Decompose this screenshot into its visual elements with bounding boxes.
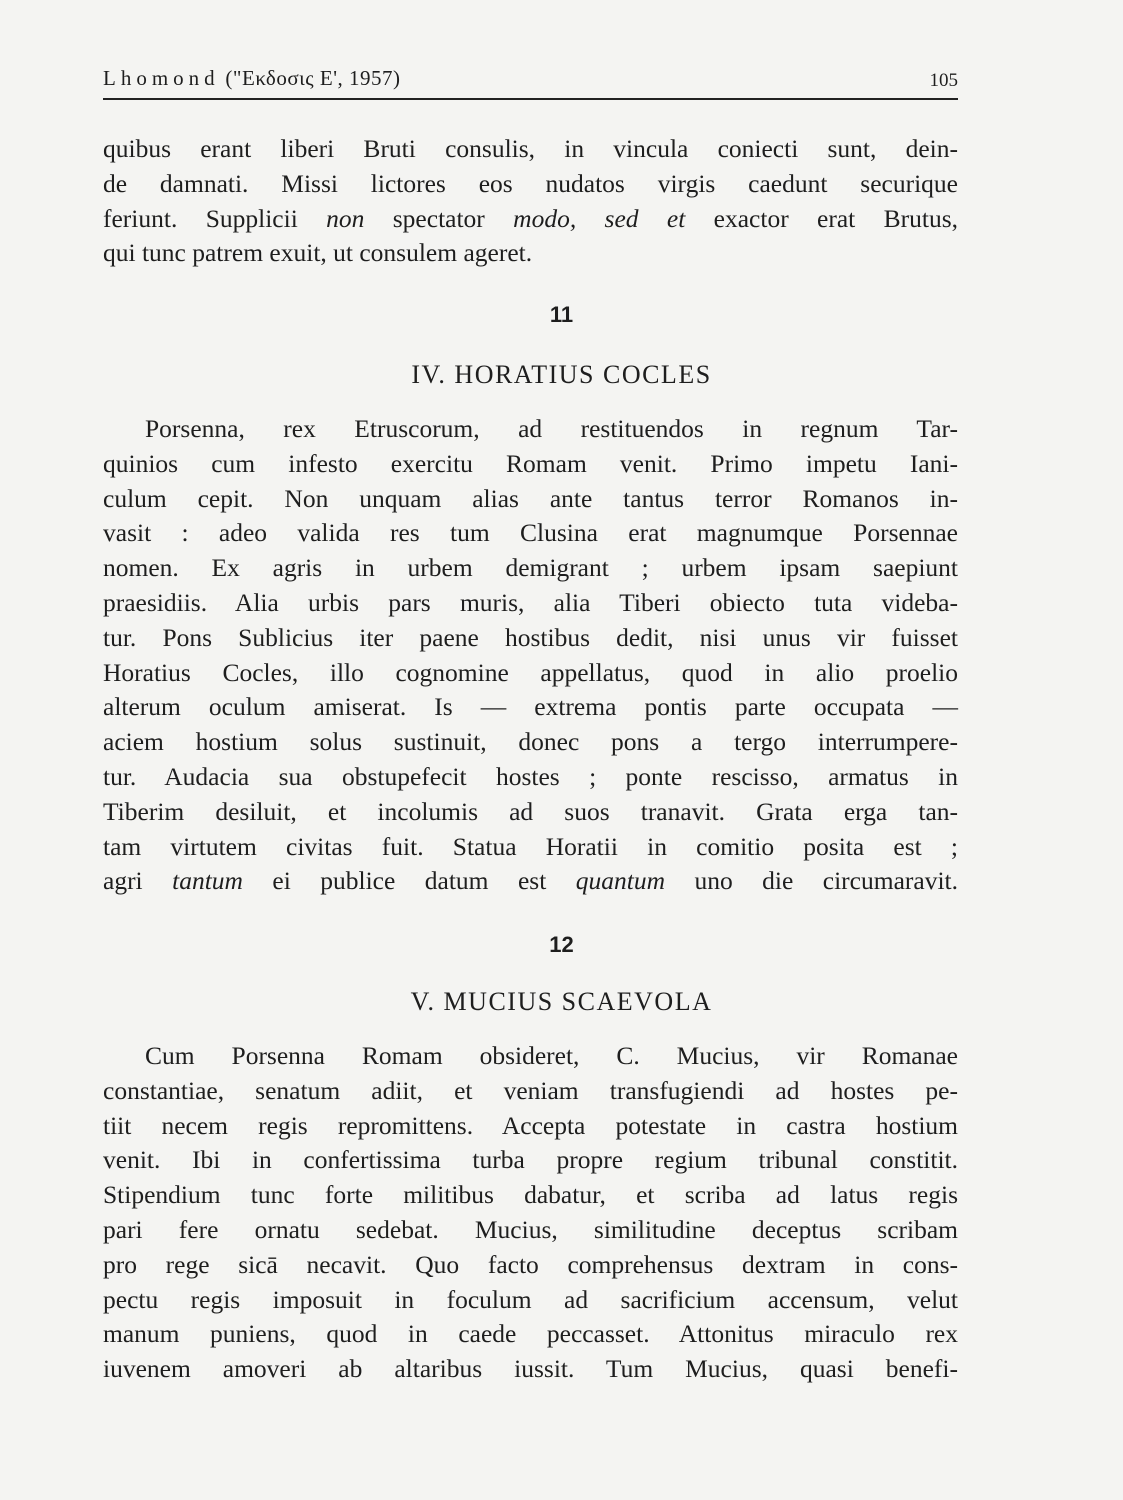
text-segment: exactor erat Brutus,: [685, 203, 959, 233]
text-segment: culum cepit. Non unquam alias ante tantus terror Romanos in-: [103, 483, 958, 513]
text-line: [103, 830, 958, 865]
text-line: [103, 1143, 958, 1178]
text-segment: agri: [103, 866, 173, 896]
text-segment: quibus erant liberi Bruti consulis, in vincula coniecti sunt, dein-: [103, 134, 958, 163]
italic-text: modo, sed et: [513, 203, 686, 233]
text-segment: manum puniens, quod in caede peccasset. Attonitus miraculo rex: [103, 1319, 958, 1349]
text-segment: quinios cum infesto exercitu Romam venit. Primo impetu Iani-: [103, 448, 958, 478]
text-line: [103, 482, 958, 517]
section-number: 11: [549, 302, 574, 327]
text-line: [103, 586, 958, 621]
text-segment: pectu regis imposuit in foculum ad sacrificium accensum, velut: [103, 1284, 958, 1314]
text-segment: qui tunc patrem exuit, ut consulem ageret.: [103, 238, 533, 268]
text-line: [103, 725, 958, 760]
section-body-horatius: [103, 412, 958, 899]
running-title: [103, 66, 400, 91]
text-segment: constantiae, senatum adiit, et veniam transfugiendi ad hostes pe-: [103, 1075, 958, 1105]
text-segment: tiit necem regis repromittens. Accepta potestate in castra hostium: [103, 1110, 958, 1140]
text-line: [103, 236, 958, 271]
text-line: [103, 202, 958, 237]
text-segment: aciem hostium solus sustinuit, donec pons a tergo interrumpere-: [103, 727, 958, 757]
text-line: [103, 864, 958, 899]
text-line: [103, 795, 958, 830]
text-line: [103, 551, 958, 586]
text-segment: tur. Pons Sublicius iter paene hostibus dedit, nisi unus vir fuisset: [103, 622, 958, 652]
section-body-mucius: [103, 1039, 958, 1387]
text-segment: uno die circumaravit.: [665, 866, 958, 896]
text-segment: pari fere ornatu sedebat. Mucius, similitudine deceptus scribam: [103, 1214, 958, 1244]
text-line: [103, 1213, 958, 1248]
text-segment: feriunt. Supplicii: [103, 203, 327, 233]
text-segment: iuvenem amoveri ab altaribus iussit. Tum Mucius, quasi benefi-: [103, 1354, 958, 1384]
text-line: [103, 1352, 958, 1387]
section-title: IV. HORATIUS COCLES: [411, 360, 712, 389]
text-line: [103, 1178, 958, 1213]
text-segment: de damnati. Missi lictores eos nudatos virgis caedunt securique: [103, 168, 958, 198]
text-line: [103, 1283, 958, 1318]
page-number: 105: [929, 70, 958, 91]
text-segment: praesidiis. Alia urbis pars muris, alia Tiberi obiecto tuta videba-: [103, 587, 958, 617]
section-number: 12: [549, 932, 574, 957]
text-segment: spectator: [364, 203, 514, 233]
text-segment: nomen. Ex agris in urbem demigrant ; urbem ipsam saepiunt: [103, 553, 958, 583]
text-segment: tur. Audacia sua obstupefecit hostes ; ponte rescisso, armatus in: [103, 761, 958, 791]
text-segment: pro rege sicā necavit. Quo facto comprehensus dextram in cons-: [103, 1249, 958, 1279]
text-segment: ei publice datum est: [242, 866, 576, 896]
text-line: [103, 1248, 958, 1283]
text-line: [103, 1317, 958, 1352]
header-author: Lhomond: [103, 66, 220, 90]
text-segment: venit. Ibi in confertissima turba propre regium tribunal constitit.: [103, 1145, 958, 1175]
section-title: V. MUCIUS SCAEVOLA: [410, 987, 713, 1016]
text-line: [103, 516, 958, 551]
text-segment: Stipendium tunc forte militibus dabatur, et scriba ad latus regis: [103, 1180, 958, 1210]
text-line: [103, 412, 958, 447]
text-segment: vasit : adeo valida res tum Clusina erat magnumque Porsennae: [103, 518, 958, 548]
text-segment: tam virtutem civitas fuit. Statua Horatii in comitio posita est ;: [103, 831, 958, 861]
header-rule: [103, 98, 958, 100]
continued-paragraph: [103, 132, 958, 271]
italic-text: quantum: [575, 866, 665, 896]
text-segment: alterum oculum amiserat. Is — extrema pontis parte occupata —: [103, 692, 958, 722]
text-line: [103, 690, 958, 725]
text-line: [103, 1109, 958, 1144]
text-line: [103, 1074, 958, 1109]
text-line: [103, 447, 958, 482]
header-edition: ("Εκδοσις Ε', 1957): [225, 66, 401, 90]
text-line: [103, 621, 958, 656]
text-segment: Horatius Cocles, illo cognomine appellatus, quod in alio proelio: [103, 657, 958, 687]
running-header: [103, 64, 958, 100]
italic-text: non: [326, 203, 365, 233]
italic-text: tantum: [172, 866, 243, 896]
text-line: [103, 656, 958, 691]
text-segment: Porsenna, rex Etruscorum, ad restituendos in regnum Tar-: [145, 414, 958, 443]
text-line: [103, 132, 958, 167]
text-line: [103, 760, 958, 795]
text-line: [103, 167, 958, 202]
text-segment: Tiberim desiluit, et incolumis ad suos tranavit. Grata erga tan-: [103, 796, 958, 826]
text-segment: Cum Porsenna Romam obsideret, C. Mucius, vir Romanae: [145, 1041, 958, 1070]
text-line: [103, 1039, 958, 1074]
